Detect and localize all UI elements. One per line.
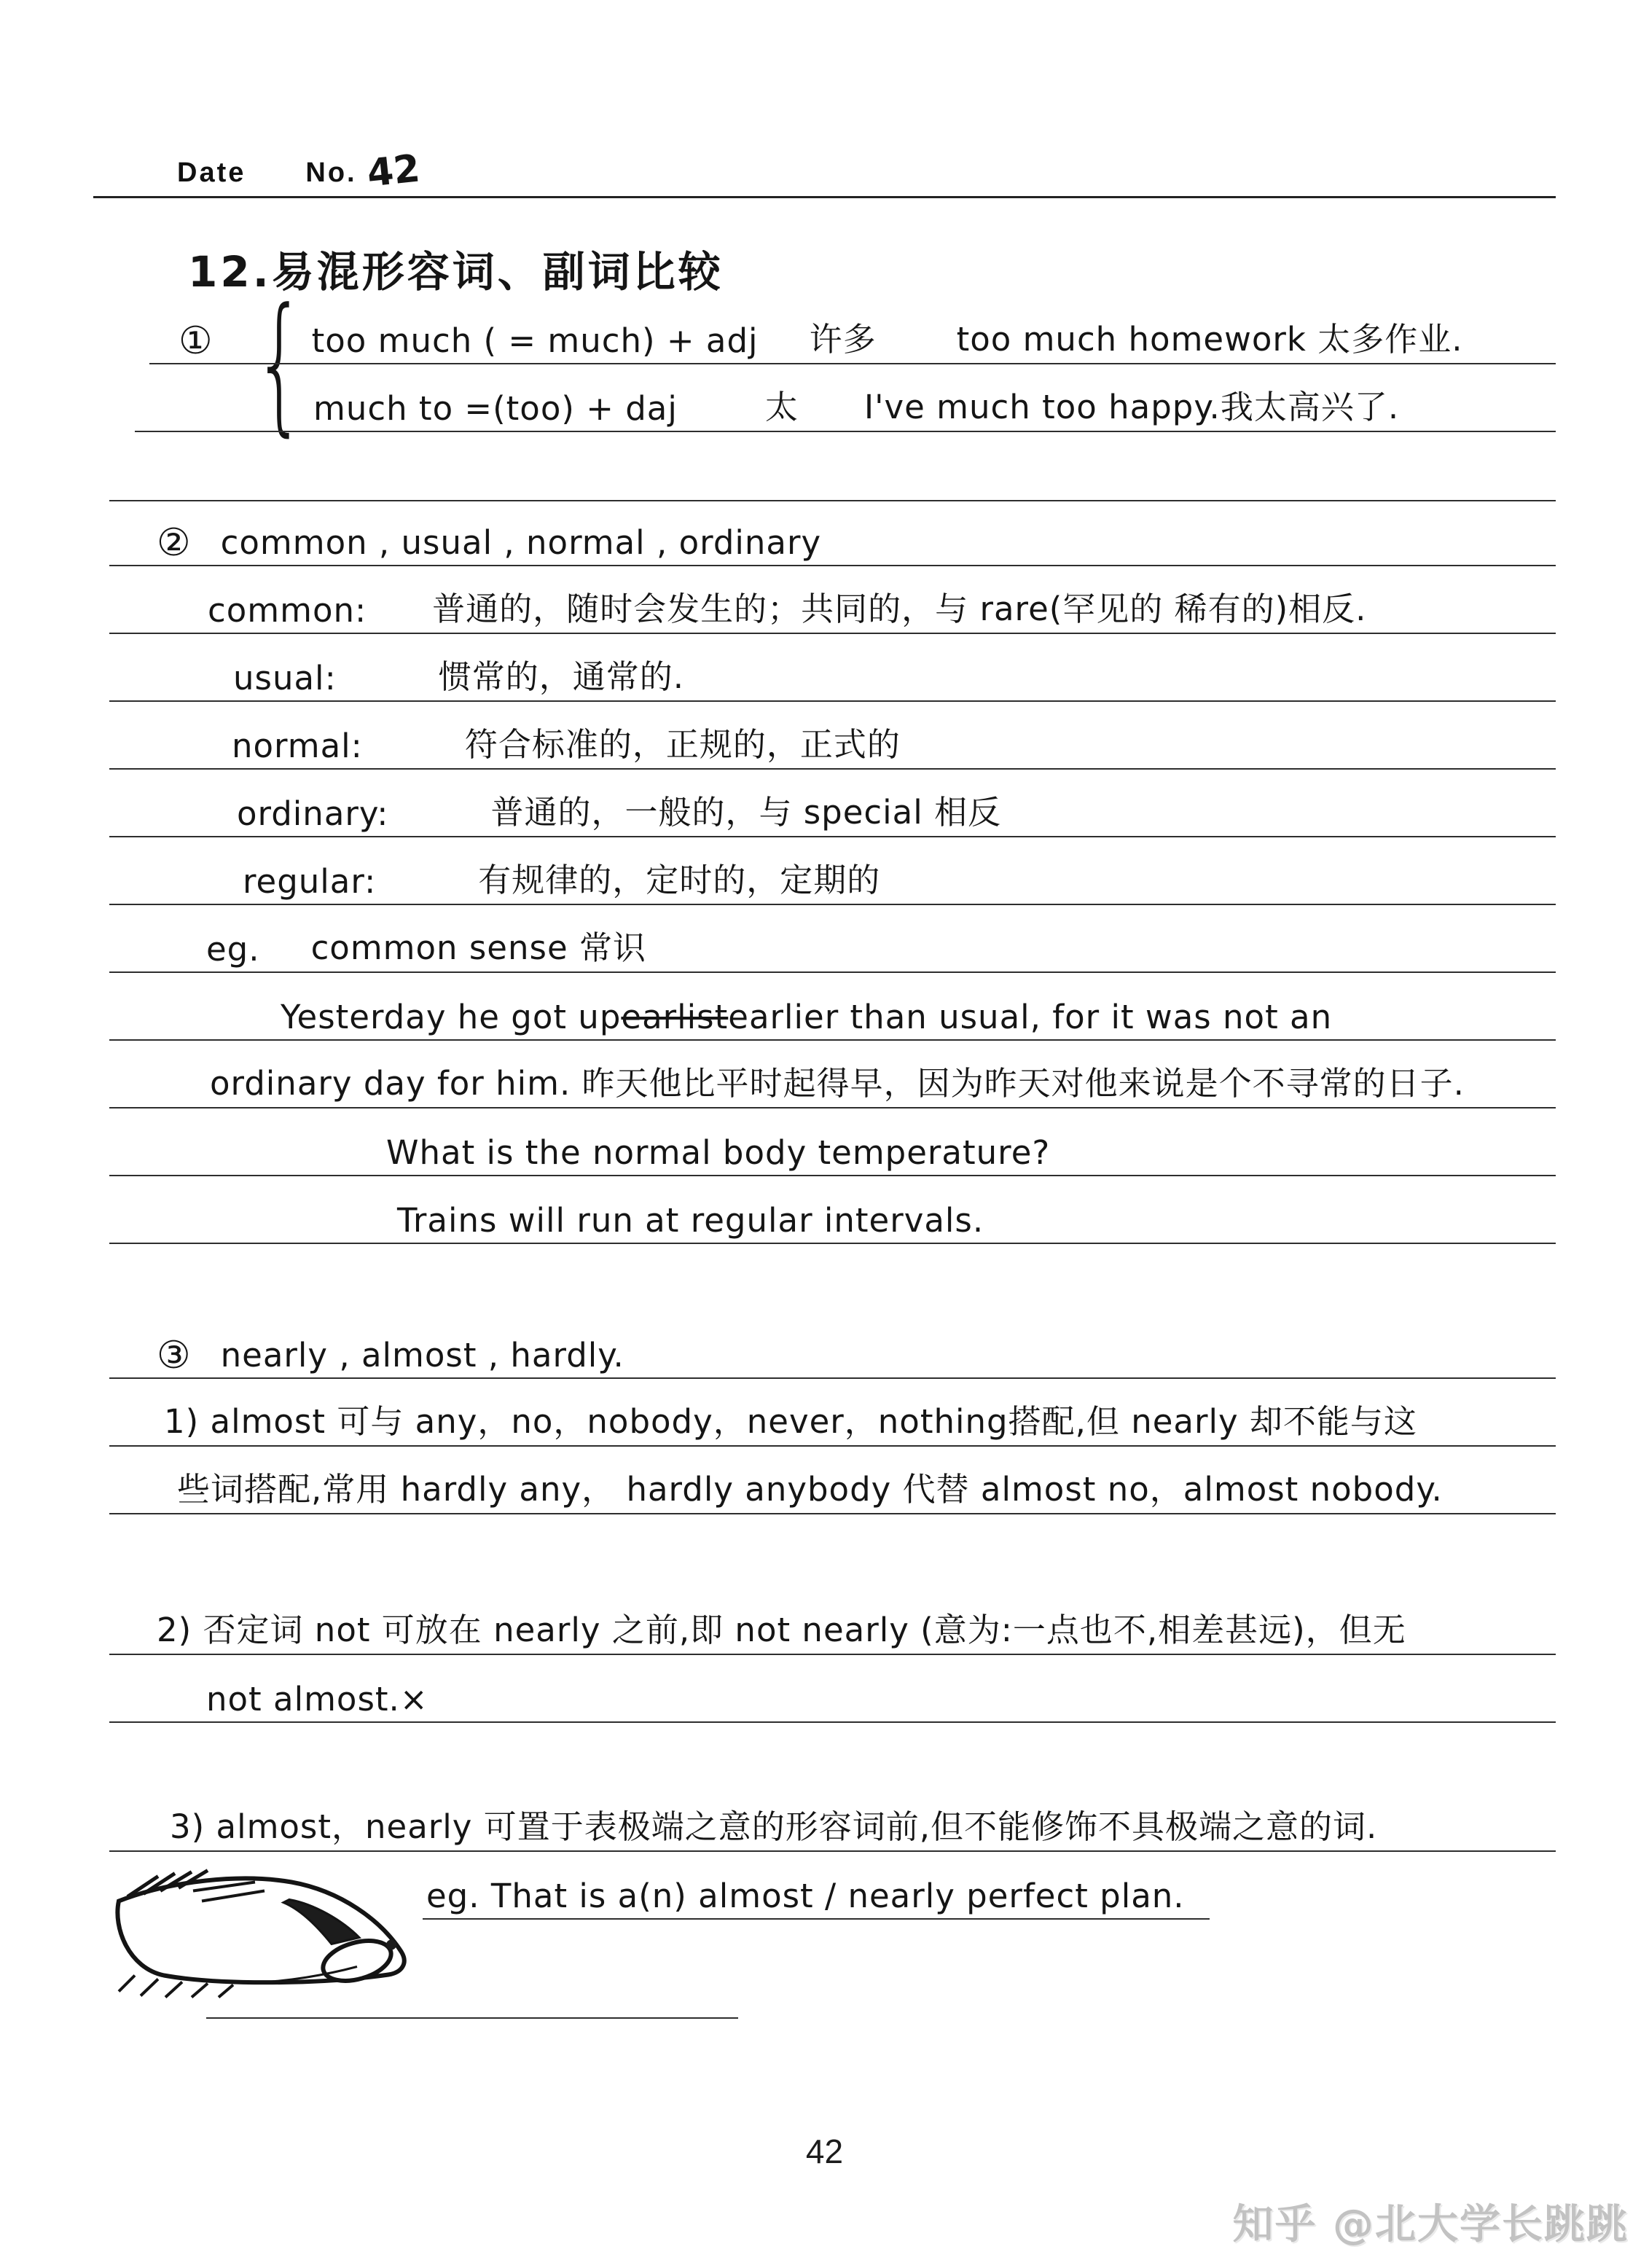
formula-line-1 (149, 294, 1556, 364)
entry-definition: 普通的，随时会发生的；共同的，与 rare(罕见的 稀有的)相反. (432, 590, 1367, 628)
dict-entry-common (109, 564, 1556, 634)
eg-phrase: common sense 常识 (310, 928, 646, 967)
example-sentence-2 (109, 1106, 1556, 1176)
dict-entry-usual (109, 632, 1556, 702)
heading-words: nearly , almost , hardly. (220, 1336, 624, 1375)
page-number: 42 (805, 2132, 844, 2170)
struck-word: earlist (621, 998, 729, 1036)
section3-heading (109, 1309, 1556, 1379)
example-sentence-3 (109, 1174, 1556, 1244)
formula-example: too much homework 太多作业. (956, 320, 1463, 359)
heading-words: common , usual , normal , ordinary (220, 523, 822, 562)
short-empty-rule (206, 2017, 738, 2019)
entry-word: ordinary: (237, 794, 389, 833)
dict-entry-regular (109, 835, 1556, 905)
no-label: No. (305, 157, 357, 188)
entry-word: common: (208, 591, 367, 630)
entry-word: usual: (233, 659, 337, 697)
formula-gloss: 太 (764, 388, 799, 426)
sentence-text: What is the normal body temperature? (386, 1133, 1051, 1172)
item-marker-2: ② (157, 521, 192, 565)
note-text: 些词搭配,常用 hardly any， hardly anybody 代替 almost no，almost nobody. (177, 1470, 1443, 1509)
point1-line1 (109, 1377, 1556, 1447)
example-heading-line (109, 903, 1556, 973)
formula-text: too much ( = much) + adj (311, 321, 759, 360)
formula-line-2 (135, 362, 1556, 432)
note-text: 2) 否定词 not 可放在 nearly 之前,即 not nearly (意为:一点也不,相差甚远)，但无 (157, 1611, 1406, 1649)
entry-definition: 惯常的，通常的. (438, 657, 685, 696)
item-marker-1: ① (179, 319, 214, 363)
item-marker-3: ③ (157, 1334, 192, 1377)
note-text: 3) almost，nearly 可置于表极端之意的形容词前,但不能修饰不具极端之意的词. (170, 1807, 1378, 1846)
formula-gloss: 许多 (809, 320, 877, 359)
formula-text: much to =(too) + daj (313, 389, 678, 428)
page-title: 12.易混形容词、副词比较 (188, 247, 724, 297)
sentence-text: Trains will run at regular intervals. (397, 1201, 984, 1240)
entry-word: regular: (243, 862, 377, 901)
point2-line2 (109, 1653, 1556, 1723)
sentence-pre: Yesterday he got up (281, 998, 622, 1036)
point3-example (423, 1850, 1210, 1920)
example-sentence-1 (109, 971, 1556, 1041)
formula-example: I've much too happy.我太高兴了. (863, 388, 1400, 426)
sentence-text: ordinary day for him. 昨天他比平时起得早，因为昨天对他来说是个不寻常的日子. (210, 1064, 1465, 1103)
eg-label: eg. (206, 930, 260, 969)
date-label: Date (177, 157, 246, 188)
point2-line1 (109, 1585, 1556, 1655)
point3-line1 (109, 1782, 1556, 1852)
watermark-text: 知乎 @北大学长跳跳 (1232, 2201, 1629, 2248)
entry-word: normal: (232, 727, 363, 765)
point1-line2 (109, 1444, 1556, 1514)
page-no-handwritten: 42 (364, 146, 422, 196)
entry-definition: 有规律的，定时的，定期的 (478, 861, 881, 899)
train-sketch-icon (106, 1857, 419, 1999)
section2-heading (109, 496, 1556, 566)
brace-glyph: { (254, 277, 306, 450)
entry-definition: 普通的，一般的，与 special 相反 (490, 793, 1002, 832)
header-row (93, 128, 1556, 198)
sentence-post: earlier than usual, for it was not an (728, 998, 1333, 1036)
entry-definition: 符合标准的，正规的，正式的 (464, 725, 901, 764)
dict-entry-ordinary (109, 767, 1556, 837)
note-text: 1) almost 可与 any，no，nobody，never，nothing搭配,但 nearly 却不能与这 (164, 1402, 1417, 1441)
example-sentence-1-cont (109, 1039, 1556, 1108)
note-text: not almost.× (206, 1680, 428, 1718)
note-text: eg. That is a(n) almost / nearly perfect plan. (426, 1877, 1185, 1915)
dict-entry-normal (109, 700, 1556, 770)
